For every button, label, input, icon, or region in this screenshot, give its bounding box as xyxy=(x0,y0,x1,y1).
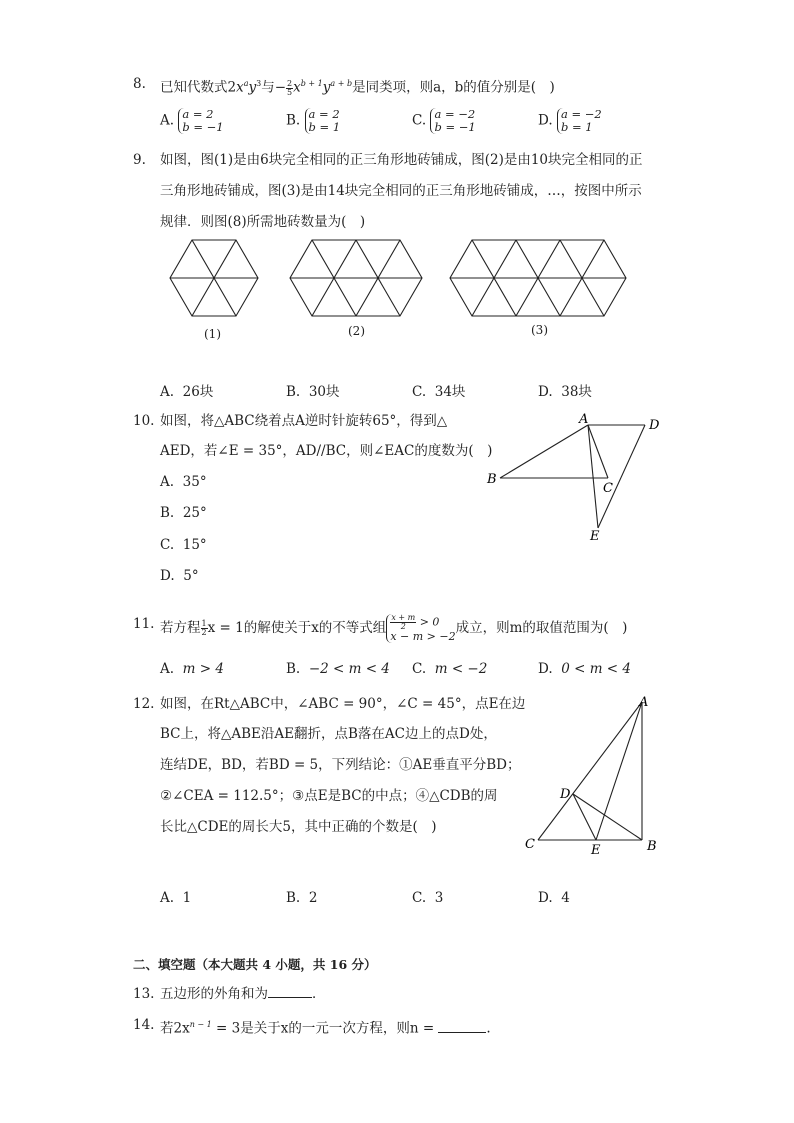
q8-option-d[interactable]: D. a = −2 b = 1 xyxy=(538,107,602,134)
q12-option-d[interactable]: D. 4 xyxy=(538,890,570,906)
q13-number: 13. xyxy=(133,986,155,1002)
q14-answer-blank[interactable] xyxy=(438,1020,486,1033)
q9-line1: 如图，图(1)是由6块完全相同的正三角形地砖铺成，图(2)是由10块完全相同的正 xyxy=(160,152,643,168)
q10-option-b[interactable]: B. 25° xyxy=(160,505,207,521)
q12-option-c[interactable]: C. 3 xyxy=(412,890,444,906)
q11-option-d[interactable]: D. 0 < m < 4 xyxy=(538,661,632,677)
q9-tile-figures xyxy=(160,236,640,346)
q10-option-d[interactable]: D. 5° xyxy=(160,568,199,584)
q9-figure-1 xyxy=(170,240,258,316)
q9-figure-3 xyxy=(450,240,626,316)
q12-line1: 如图，在Rt△ABC中，∠ABC = 90°，∠C = 45°，点E在边 xyxy=(160,696,526,712)
q12-label-b: B xyxy=(647,839,657,854)
q8-number: 8. xyxy=(133,76,146,92)
q10-line2: AED，若∠E = 35°，AD//BC，则∠EAC的度数为( ) xyxy=(160,443,493,459)
q13-answer-blank[interactable] xyxy=(268,985,312,998)
q10-label-e: E xyxy=(590,529,600,544)
q9-caption-3: (3) xyxy=(531,323,548,337)
q9-option-d[interactable]: D. 38块 xyxy=(538,384,592,400)
q11-fraction: $\frac{1}{2}$ xyxy=(201,619,207,637)
q12-line4: ②∠CEA = 112.5°；③点E是BC的中点；④△CDB的周 xyxy=(160,788,498,804)
q12-option-a[interactable]: A. 1 xyxy=(160,890,192,906)
q12-label-a: A xyxy=(639,695,649,710)
q8-fraction: $\frac{2}{5}$ xyxy=(287,78,293,97)
q8-option-c[interactable]: C. a = −2 b = −1 xyxy=(412,107,476,134)
q10-option-c[interactable]: C. 15° xyxy=(160,537,207,553)
q14-stem: 若$2x^{n - 1} = 3$是关于x的一元一次方程，则n = . xyxy=(160,1020,491,1037)
q12-label-e: E xyxy=(591,843,601,858)
q8-stem: 已知代数式$2x^ay^3$与− $\frac{2}{5}$ $x^{b + 1}y^{a + b}$是同类项，则a，b的值分别是( ) xyxy=(160,78,555,97)
q10-label-a: A xyxy=(579,412,589,427)
q13-stem: 五边形的外角和为 ． xyxy=(160,986,326,1002)
q12-option-b[interactable]: B. 2 xyxy=(286,890,318,906)
q9-option-b[interactable]: B. 30块 xyxy=(286,384,340,400)
q12-figure xyxy=(518,690,668,860)
q9-option-a[interactable]: A. 26块 xyxy=(160,384,214,400)
q12-label-c: C xyxy=(525,837,535,852)
q9-figure-2 xyxy=(290,240,422,316)
q10-label-c: C xyxy=(603,481,613,496)
q11-number: 11. xyxy=(133,616,155,632)
q12-line2: BC上，将△ABE沿AE翻折，点B落在AC边上的点D处， xyxy=(160,726,497,742)
q12-line5: 长比△CDE的周长大5，其中正确的个数是( ) xyxy=(160,819,437,835)
q12-label-d: D xyxy=(560,787,571,802)
q8-option-b[interactable]: B. a = 2 b = 1 xyxy=(286,107,341,134)
q14-number: 14. xyxy=(133,1017,155,1033)
q10-option-a[interactable]: A. 35° xyxy=(160,474,207,490)
q10-line1: 如图，将△ABC绕着点A逆时针旋转65°，得到△ xyxy=(160,413,448,429)
q9-caption-1: (1) xyxy=(204,327,221,341)
q10-figure xyxy=(480,408,670,548)
q10-label-b: B xyxy=(487,472,497,487)
q11-inequality-system: $\frac{x + m}{2}$ > 0 x − m > −2 xyxy=(386,614,455,643)
q11-option-a[interactable]: A. m > 4 xyxy=(160,661,224,677)
q9-line2: 三角形地砖铺成，图(3)是由14块完全相同的正三角形地砖铺成，…，按图中所示 xyxy=(160,183,642,199)
q10-label-d: D xyxy=(649,418,660,433)
q11-option-c[interactable]: C. m < −2 xyxy=(412,661,488,677)
q8-option-a[interactable]: A. a = 2 b = −1 xyxy=(160,107,224,134)
q9-number: 9. xyxy=(133,152,146,168)
section-heading: 二、填空题（本大题共 4 小题，共 16 分） xyxy=(133,957,377,972)
q12-line3: 连结DE，BD，若BD = 5，下列结论：①AE垂直平分BD； xyxy=(160,757,521,773)
q9-line3: 规律．则图(8)所需地砖数量为( ) xyxy=(160,214,366,230)
q11-stem: 若方程 $\frac{1}{2}$ x = 1的解使关于x的不等式组 $\frac{x + m}{2}$ > 0 x − m > −2成立，则m的取值范围为( ) xyxy=(160,613,628,643)
q10-number: 10. xyxy=(133,413,155,429)
q11-option-b[interactable]: B. −2 < m < 4 xyxy=(286,661,390,677)
q9-caption-2: (2) xyxy=(348,324,365,338)
q12-number: 12. xyxy=(133,696,155,712)
q9-option-c[interactable]: C. 34块 xyxy=(412,384,466,400)
